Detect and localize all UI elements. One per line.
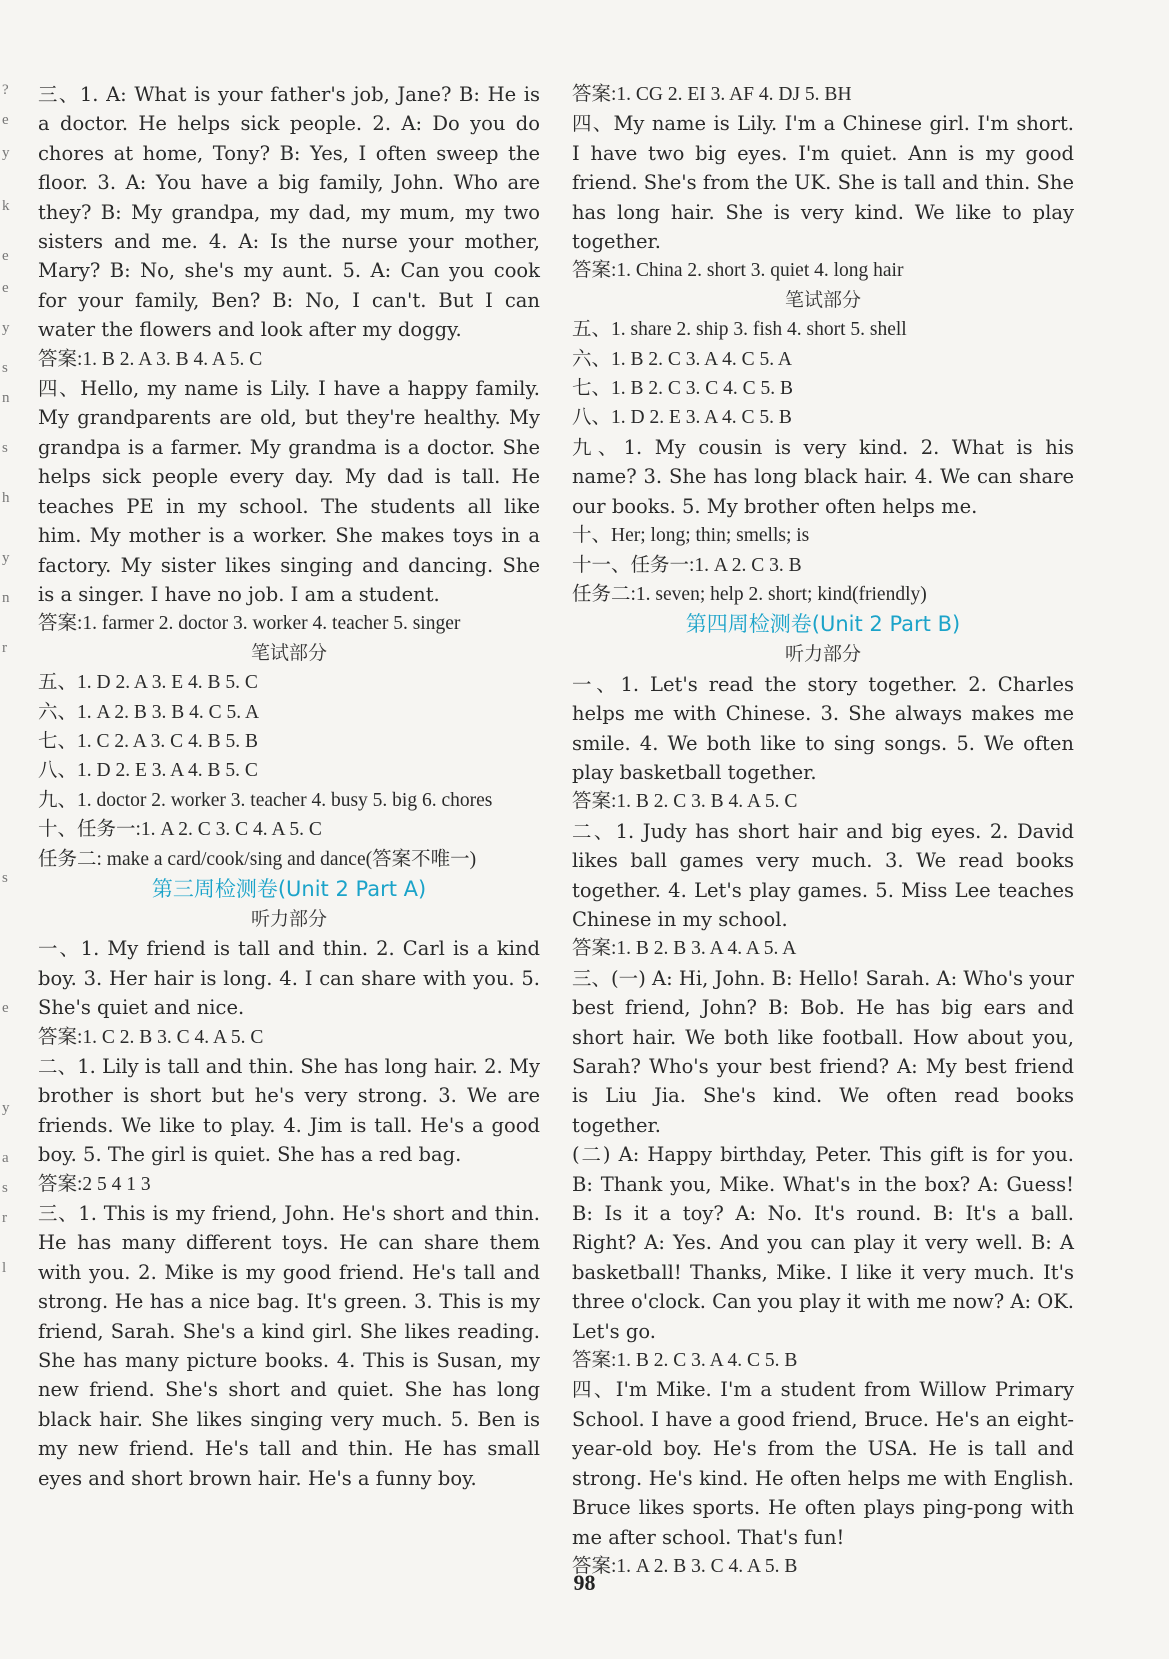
- edge-letter: s: [2, 360, 8, 376]
- edge-letter: k: [2, 198, 10, 214]
- previous-page-edge-text: [0, 70, 14, 1550]
- section-heading: 笔试部分: [250, 641, 327, 664]
- edge-letter: r: [2, 640, 7, 656]
- question-text: 一、1. Let's read the story together. 2. Charles helps me with Chinese. 3. She always makes me smile. 4. We both like to sing songs. 5. We often play basketball together.: [572, 672, 1074, 784]
- edge-letter: l: [2, 1260, 7, 1276]
- answer-line: 答案:1. A 2. B 3. C 4. A 5. B: [572, 1555, 798, 1577]
- left-column: [38, 80, 540, 1493]
- answer-line: 答案:1. B 2. C 3. A 4. C 5. B: [572, 1350, 798, 1372]
- section-heading: 笔试部分: [784, 288, 861, 311]
- question-text: 三、1. A: What is your father's job, Jane? B: He is a doctor. He helps sick people. 2. A: Do you do chores at home, Tony? B: Yes, I often sweep the floor. 3. A: You have a big family, John. Who are they? B: My grandpa, my dad, my mum, my two sisters and me. 4. A: Is the nurse your mother, Mary? B: No, she's my aunt. 5. A: Can you cook for your family, Ben? B: No, I can't. But I can water the flowers and look after my doggy.: [38, 83, 540, 342]
- edge-letter: e: [2, 1000, 9, 1016]
- answer-line: 七、1. B 2. C 3. C 4. C 5. B: [572, 378, 794, 400]
- question-text: 三、1. This is my friend, John. He's short and thin. He has many different toys. He can share them with you. 2. Mike is my good friend. He's tall and strong. He has a nice bag. It's green. 3. This is my friend, Sarah. She's a kind girl. She likes reading. She has many picture books. 4. This is Susan, my new friend. She's short and quiet. She has long black hair. She likes singing very much. 5. Ben is my new friend. He's tall and thin. He has small eyes and short brown hair. He's a funny boy.: [38, 1202, 540, 1490]
- question-text: 四、My name is Lily. I'm a Chinese girl. I'm short. I have two big eyes. I'm quiet. Ann is my good friend. She's from the UK. She is tall and thin. She has long hair. She is very kind. We like to play together.: [572, 112, 1074, 254]
- edge-letter: s: [2, 870, 8, 886]
- edge-letter: e: [2, 280, 9, 296]
- question-text: 三、(一) A: Hi, John. B: Hello! Sarah. A: Who's your best friend, John? B: Bob. He has big ears and short hair. We both like football. How about you, Sarah? Who's your best friend? A: My best friend is Liu Jia. She's kind. We often read books together.: [572, 966, 1074, 1137]
- edge-letter: y: [2, 1100, 10, 1116]
- edge-letter: s: [2, 440, 8, 456]
- answer-line: 答案:1. CG 2. EI 3. AF 4. DJ 5. BH: [572, 84, 852, 105]
- test-title: 第三周检测卷(Unit 2 Part A): [151, 876, 427, 901]
- edge-letter: s: [2, 1180, 8, 1196]
- answer-line: 答案:1. China 2. short 3. quiet 4. long hair: [572, 260, 904, 282]
- answer-line: 九、1. doctor 2. worker 3. teacher 4. busy 5. big 6. chores: [38, 789, 493, 811]
- answer-line: 八、1. D 2. E 3. A 4. C 5. B: [572, 407, 792, 429]
- edge-letter: y: [2, 550, 10, 566]
- answer-line: 答案:1. B 2. B 3. A 4. A 5. A: [572, 938, 797, 960]
- question-text: 四、Hello, my name is Lily. I have a happy family. My grandparents are old, but they're healthy. My grandpa is a farmer. My grandma is a doctor. She helps sick people every day. My dad is tall. He teaches PE in my school. The students all like him. My mother is a worker. She makes toys in a factory. My sister likes singing and dancing. She is a singer. I have no job. I am a student.: [38, 377, 540, 606]
- question-text: 一、1. My friend is tall and thin. 2. Carl is a kind boy. 3. Her hair is long. 4. I can share with you. 5. She's quiet and nice.: [38, 937, 540, 1020]
- section-heading: 听力部分: [250, 907, 327, 930]
- answer-line: 答案:1. B 2. C 3. B 4. A 5. C: [572, 791, 798, 813]
- test-title: 第四周检测卷(Unit 2 Part B): [685, 612, 961, 637]
- answer-line: 任务二: make a card/cook/sing and dance(答案不唯一): [38, 848, 477, 870]
- answer-line: 答案:1. farmer 2. doctor 3. worker 4. teacher 5. singer: [38, 613, 461, 635]
- answer-line: 八、1. D 2. E 3. A 4. B 5. C: [38, 760, 258, 782]
- edge-letter: y: [2, 145, 10, 161]
- answer-line: 七、1. C 2. A 3. C 4. B 5. B: [38, 730, 258, 752]
- edge-letter: n: [2, 590, 10, 606]
- section-heading: 听力部分: [784, 643, 861, 666]
- edge-letter: a: [2, 1150, 9, 1166]
- answer-line: 五、1. D 2. A 3. E 4. B 5. C: [38, 672, 258, 694]
- answer-line: 任务二:1. seven; help 2. short; kind(friendly): [572, 583, 927, 605]
- answer-line: 十、Her; long; thin; smells; is: [572, 525, 810, 547]
- page-number: 98: [573, 1570, 596, 1595]
- question-text: (二) A: Happy birthday, Peter. This gift is for you. B: Thank you, Mike. What's in the box? A: Guess! B: Is it a toy? A: No. It's round. B: It's a ball. Right? A: Yes. And you can play it very well. B: A basketball! Thanks, Mike. I like it very much. It's three o'clock. Can you play it with me now? A: OK. Let's go.: [572, 1143, 1074, 1343]
- edge-letter: n: [2, 390, 10, 406]
- answer-line: 答案:2 5 4 1 3: [38, 1173, 151, 1195]
- edge-letter: h: [2, 490, 10, 506]
- question-text: 二、1. Judy has short hair and big eyes. 2. David likes ball games very much. 3. We read books together. 4. Let's play games. 5. Miss Lee teaches Chinese in my school.: [572, 819, 1074, 931]
- edge-letter: y: [2, 320, 10, 336]
- right-column: [572, 80, 1074, 1581]
- answer-line: 十一、任务一:1. A 2. C 3. B: [572, 554, 802, 576]
- question-text: 九、1. My cousin is very kind. 2. What is his name? 3. She has long black hair. 4. We can share our books. 5. My brother often helps me.: [572, 435, 1074, 518]
- answer-line: 五、1. share 2. ship 3. fish 4. short 5. shell: [572, 319, 907, 341]
- answer-line: 答案:1. B 2. A 3. B 4. A 5. C: [38, 348, 263, 370]
- answer-line: 六、1. A 2. B 3. B 4. C 5. A: [38, 701, 260, 723]
- edge-letter: r: [2, 1210, 7, 1226]
- edge-letter: ?: [2, 82, 9, 98]
- answer-line: 十、任务一:1. A 2. C 3. C 4. A 5. C: [38, 819, 322, 841]
- edge-letter: e: [2, 112, 9, 128]
- answer-line: 答案:1. C 2. B 3. C 4. A 5. C: [38, 1026, 264, 1048]
- question-text: 四、I'm Mike. I'm a student from Willow Primary School. I have a good friend, Bruce. He's an eight-year-old boy. He's from the USA. He is tall and strong. He's kind. He often helps me with English. Bruce likes sports. He often plays ping-pong with me after school. That's fun!: [572, 1378, 1074, 1549]
- question-text: 二、1. Lily is tall and thin. She has long hair. 2. My brother is short but he's very strong. 3. We are friends. We like to play. 4. Jim is tall. He's a good boy. 5. The girl is quiet. She has a red bag.: [38, 1055, 540, 1167]
- answer-line: 六、1. B 2. C 3. A 4. C 5. A: [572, 348, 792, 370]
- edge-letter: e: [2, 248, 9, 264]
